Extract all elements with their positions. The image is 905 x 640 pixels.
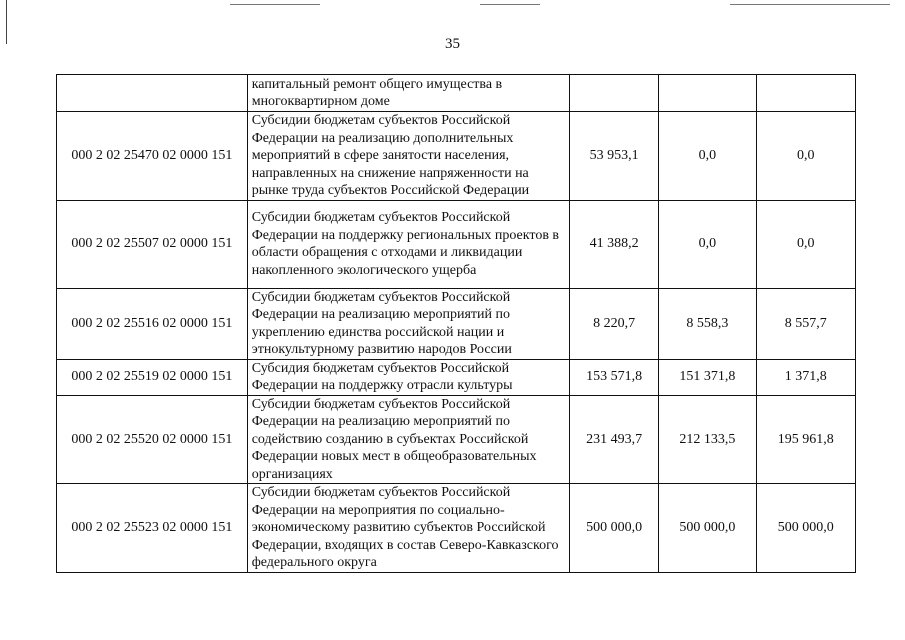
value-cell-2 [659,75,756,112]
table-row [57,484,856,573]
value-cell-2: 212 133,5 [659,395,756,484]
scan-top-mark [480,4,540,5]
value-cell-3: 500 000,0 [756,484,855,573]
value-cell-1: 500 000,0 [569,484,658,573]
table-row [57,288,856,359]
value-cell-3: 195 961,8 [756,395,855,484]
scan-top-mark [230,4,320,5]
name-cell: Субсидии бюджетам субъектов Российской Федерации на реализацию дополнительных мероприятий в сфере занятости населения, направленных на снижение напряженности на рынке труда субъектов Российской Федерации [247,112,569,201]
value-cell-3 [756,75,855,112]
value-cell-3: 0,0 [756,200,855,288]
value-cell-3: 1 371,8 [756,359,855,395]
name-cell: Субсидии бюджетам субъектов Российской Федерации на реализацию мероприятий по содействию созданию в субъектах Российской Федерации новых мест в общеобразовательных организациях [247,395,569,484]
code-cell: 000 2 02 25519 02 0000 151 [57,359,248,395]
value-cell-2: 0,0 [659,112,756,201]
name-cell: Субсидии бюджетам субъектов Российской Федерации на реализацию мероприятий по укреплению единства российской нации и этнокультурному развитию народов России [247,288,569,359]
value-cell-2: 500 000,0 [659,484,756,573]
value-cell-1: 8 220,7 [569,288,658,359]
name-cell: Субсидии бюджетам субъектов Российской Федерации на мероприятия по социально-экономическому развитию субъектов Российской Федерации, входящих в состав Северо-Кавказского федерального округа [247,484,569,573]
code-cell: 000 2 02 25520 02 0000 151 [57,395,248,484]
table-row [57,200,856,288]
code-cell: 000 2 02 25523 02 0000 151 [57,484,248,573]
code-cell: 000 2 02 25470 02 0000 151 [57,112,248,201]
value-cell-1: 41 388,2 [569,200,658,288]
value-cell-1: 153 571,8 [569,359,658,395]
name-cell: Субсидия бюджетам субъектов Российской Федерации на поддержку отрасли культуры [247,359,569,395]
code-cell: 000 2 02 25507 02 0000 151 [57,200,248,288]
budget-table [56,74,856,573]
scan-top-mark [730,4,890,5]
value-cell-3: 0,0 [756,112,855,201]
code-cell [57,75,248,112]
page-number: 35 [445,36,460,52]
table-row [57,112,856,201]
name-cell: капитальный ремонт общего имущества в многоквартирном доме [247,75,569,112]
table-row [57,359,856,395]
value-cell-2: 8 558,3 [659,288,756,359]
table-row [57,75,856,112]
value-cell-3: 8 557,7 [756,288,855,359]
value-cell-1 [569,75,658,112]
code-cell: 000 2 02 25516 02 0000 151 [57,288,248,359]
value-cell-2: 0,0 [659,200,756,288]
name-cell: Субсидии бюджетам субъектов Российской Федерации на поддержку региональных проектов в области обращения с отходами и ликвидации накопленного экологического ущерба [247,200,569,288]
table-row [57,395,856,484]
value-cell-1: 53 953,1 [569,112,658,201]
value-cell-1: 231 493,7 [569,395,658,484]
value-cell-2: 151 371,8 [659,359,756,395]
